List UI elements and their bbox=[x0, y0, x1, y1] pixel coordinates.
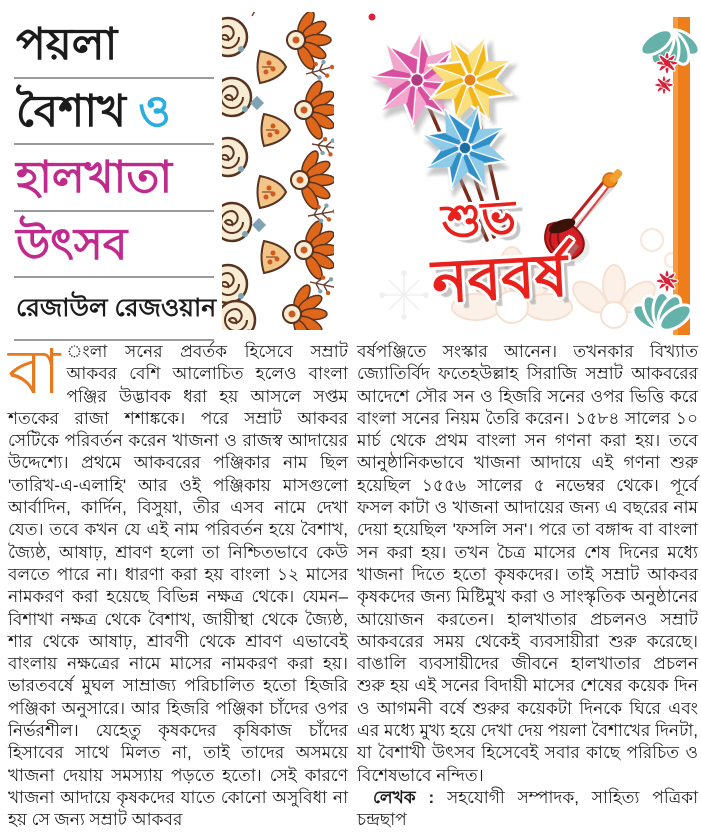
author-credit-label: লেখক : bbox=[373, 787, 435, 807]
title-line-4 bbox=[14, 218, 214, 279]
greeting-word-noboborsho: নববর্ষ bbox=[430, 241, 570, 316]
title-line-3 bbox=[14, 151, 214, 212]
red-star-flower-icon bbox=[656, 270, 678, 292]
article-right-text: বর্ষপঞ্জিতে সংস্কার আনেন। তখনকার বিখ্যাত জ্যোতির্বিদ ফতেহউল্লাহ সিরাজি সম্রাট আকবরের আদেশে সৌর সন ও হিজরি সনের ওপর ভিত্তি করে বাংলা সনের নিয়ম তৈরি করেন। ১৫৮৪ সালের ১০ মার্চ থেকে প্রথম বাংলা সন গণনা করা হয়। তবে আনুষ্ঠানিকভাবে খাজনা আদায়ে এই গণনা শুরু হয়েছিল ১৫৫৬ সালের ৫ নভেম্বর থেকে। পূর্বে ফসল কাটা ও খাজনা আদায়ের জন্য এ বছরের নাম দেয়া হয়েছিল 'ফসলি সন'। পরে তা বঙ্গাব্দ বা বাংলা সন করা হয়। তখন চৈত্র মাসের শেষ দিনের মধ্যে খাজনা দিতে হতো কৃষকদের। তাই সম্রাট আকবর কৃষকদের জন্য মিষ্টিমুখ করা ও সাংস্কৃতিক অনুষ্ঠানের আয়োজন করতেন। হালখাতার প্রচলনও সম্রাট আকবরের সময় থেকেই ব্যবসায়ীরা শুরু করেছে। বাঙালি ব্যবসায়ীদের জীবনে হালখাতার প্রচলন শুরু হয় এই সনের বিদায়ী মাসের শেষের কয়েক দিন ও আগমনী বর্ষে শুরুর কয়েকটা দিনকে ঘিরে এবং এর মধ্যে মুখ্য হয়ে দেখা দেয় পয়লা বৈশাখের দিনটা, যা বৈশাখী উৎসব হিসেবেই সবার কাছে পরিচিত ও বিশেষভাবে নন্দিত। bbox=[357, 342, 698, 785]
author-credit-line bbox=[357, 787, 698, 832]
title-line-2-text: বৈশাখ bbox=[16, 86, 139, 136]
masthead bbox=[14, 18, 217, 341]
article-column-right bbox=[357, 341, 698, 832]
greeting-word-shubho: শুভ bbox=[440, 190, 518, 248]
title-line-4-text: উৎসব bbox=[16, 219, 128, 269]
title-line-1-text: পয়লা bbox=[16, 20, 118, 69]
title-line-2-accent: ও bbox=[138, 86, 171, 136]
mandala-ornament-illustration bbox=[222, 12, 334, 330]
title-line-2 bbox=[14, 85, 214, 146]
author-credit-text: সহযোগী সম্পাদক, সাহিত্য পত্রিকা চন্দ্রছাপ bbox=[357, 787, 699, 830]
author-name: রেজাউল রেজওয়ান bbox=[16, 294, 217, 323]
red-star-flower-icon bbox=[656, 52, 678, 74]
dropcap: বা bbox=[8, 338, 61, 407]
article-column-left bbox=[8, 338, 348, 832]
red-dot-accent bbox=[369, 14, 376, 21]
new-year-greeting-card bbox=[362, 5, 698, 340]
title-line-3-text: হালখাতা bbox=[16, 153, 173, 203]
red-star-flower-icon bbox=[655, 76, 674, 95]
author-byline bbox=[14, 284, 217, 341]
title-line-1 bbox=[14, 18, 214, 79]
article-left-text: ংলা সনের প্রবর্তক হিসেবে সম্রাট আকবর বেশি আলোচিত হলেও বাংলা পঞ্জির উদ্ভাবক ধরা হয় আসলে সপ্তম শতকের রাজা শশাঙ্ককে। পরে সম্রাট আকবর সেটিকে পরিবর্তন করেন খাজনা ও রাজস্ব আদায়ের উদ্দেশ্যে। প্রথমে আকবরের পঞ্জিকার নাম ছিল 'তারিখ-এ-এলাহি' আর ওই পঞ্জিকায় মাসগুলো আর্বাদিন, কার্দিন, বিসুয়া, তীর এসব নামে দেখা যেত। তবে কখন যে এই নাম পরিবর্তন হয়ে বৈশাখ, জ্যৈষ্ঠ, আষাঢ়, শ্রাবণ হলো তা নিশ্চিতভাবে কেউ বলতে পারে না। ধারণা করা হয় বাংলা ১২ মাসের নামকরণ করা হয়েছে বিভিন্ন নক্ষত্র থেকে। যেমন– বিশাখা নক্ষত্র থেকে বৈশাখ, জায়ীস্থা থেকে জ্যৈষ্ঠ, শার থেকে আষাঢ়, শ্রাবণী থেকে শ্রাবণ এভাবেই বাংলায় নক্ষত্রের নামে মাসের নামকরণ করা হয়। ভারতবর্ষে মুঘল সাম্রাজ্য পরিচালিত হতো হিজরি পঞ্জিকা অনুসারে। আর হিজরি পঞ্জিকা চাঁদের ওপর নির্ভরশীল। যেহেতু কৃষকদের কৃষিকাজ চাঁদের হিসাবের সাথে মিলত না, তাই তাদের অসময়ে খাজনা দেয়ায় সমস্যায় পড়তে হতো। সেই কারণে খাজনা আদায়ে কৃষকদের যাতে কোনো অসুবিধা না হয় সে জন্য সম্রাট আকবর bbox=[8, 342, 348, 830]
